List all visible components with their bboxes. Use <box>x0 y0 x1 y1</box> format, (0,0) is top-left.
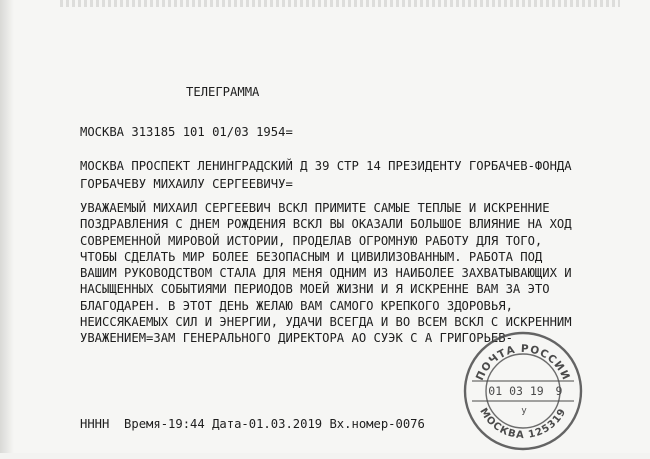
page-edge-shadow <box>0 0 14 453</box>
torn-top-strip <box>60 0 620 7</box>
stamp-code-right: 9 <box>555 384 563 398</box>
body-line: ВАШИМ РУКОВОДСТВОМ СТАЛА ДЛЯ МЕНЯ ОДНИМ ИЗ НАИБОЛЕЕ ЗАХВАТЫВАЮЩИХ И <box>80 266 572 281</box>
body-line: ЧТОБЫ СДЕЛАТЬ МИР БОЛЕЕ БЕЗОПАСНЫМ И ЦИВИЛИЗОВАННЫМ. РАБОТА ПОД <box>80 249 543 264</box>
telegram-title: ТЕЛЕГРАММА <box>186 85 260 99</box>
postal-stamp <box>458 325 588 455</box>
stamp-code-bottom: у <box>521 406 527 416</box>
stamp-bottom-text: МОСКВА 125319 <box>477 406 569 442</box>
body-line: НЕИССЯКАЕМЫХ СИЛ И ЭНЕРГИИ, УДАЧИ ВСЕГДА И ВО ВСЕМ ВСКЛ С ИСКРЕННИМ <box>80 315 572 330</box>
stamp-date-text: 01 03 19 <box>488 384 544 398</box>
body-line: НАСЫЩЕННЫХ СОБЫТИЯМИ ПЕРИОДОВ МОЕЙ ЖИЗНИ И Я ИСКРЕННЕ ВАМ ЗА ЭТО <box>80 282 550 297</box>
stamp-top-text: ПОЧТА РОССИИ <box>473 342 573 383</box>
telegram-footer-line: НННН Время-19:44 Дата-01.03.2019 Вх.номер-0076 <box>80 417 425 431</box>
postal-stamp-seal <box>458 325 588 455</box>
body-line: ПОЗДРАВЛЕНИЯ С ДНЕМ РОЖДЕНИЯ ВСКЛ ВЫ ОКАЗАЛИ БОЛЬШОЕ ВЛИЯНИЕ НА ХОД <box>80 217 572 232</box>
telegram-header-line: МОСКВА 313185 101 01/03 1954= <box>80 125 293 139</box>
body-line: УВАЖАЕМЫЙ МИХАИЛ СЕРГЕЕВИЧ ВСКЛ ПРИМИТЕ САМЫЕ ТЕПЛЫЕ И ИСКРЕННИЕ <box>80 201 550 215</box>
body-line: УВАЖЕНИЕМ=ЗАМ ГЕНЕРАЛЬНОГО ДИРЕКТОРА АО СУЭК С А ГРИГОРЬЕВ- <box>80 331 513 346</box>
body-line: БЛАГОДАРЕН. В ЭТОТ ДЕНЬ ЖЕЛАЮ ВАМ САМОГО КРЕПКОГО ЗДОРОВЬЯ, <box>80 298 513 313</box>
address-line-2: ГОРБАЧЕВУ МИХАИЛУ СЕРГЕЕВИЧУ= <box>80 177 293 191</box>
body-line: СОВРЕМЕННОЙ МИРОВОЙ ИСТОРИИ, ПРОДЕЛАВ ОГРОМНУЮ РАБОТУ ДЛЯ ТОГО, <box>80 233 543 248</box>
address-line-1: МОСКВА ПРОСПЕКТ ЛЕНИНГРАДСКИЙ Д 39 СТР 14 ПРЕЗИДЕНТУ ГОРБАЧЕВ-ФОНДА <box>80 159 572 173</box>
